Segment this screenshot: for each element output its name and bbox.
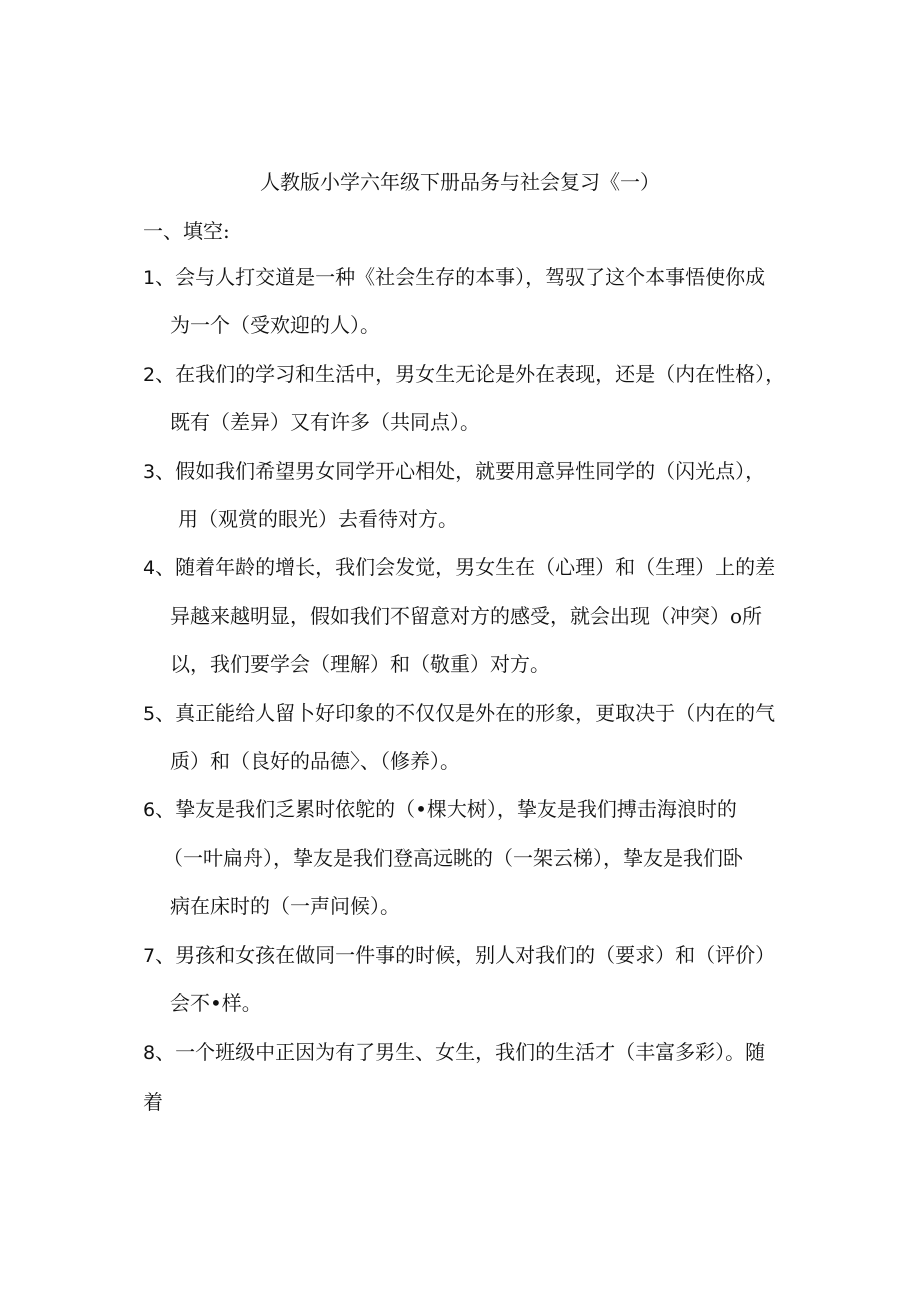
item-text: 、真正能给人留卜好印象的不仅仅是外在的形象，更取决于（内在的气 [155,701,776,725]
item-text: 、挚友是我们乏累时依鸵的（•棵大树），挚友是我们搏击海浪时的 [155,797,737,821]
list-item-1-line-2: 为一个（受欢迎的人）。 [170,313,380,337]
list-item-1-line-1 [143,263,765,292]
section-heading: 一、填空: [143,219,230,243]
item-number: 8 [143,1042,156,1064]
list-item-2-line-2: 既有（差异）又有许多（共同点）。 [170,410,480,434]
item-number: 2 [143,364,156,386]
list-item-3-line-1 [143,457,765,486]
list-item-6-line-3: 病在床时的（一声问候）。 [170,894,400,918]
list-item-4-line-2: 异越来越明显，假如我们不留意对方的感受，就会出现（冲突）o所 [170,604,763,628]
item-number: 1 [143,267,156,289]
list-item-8-line-1 [143,1038,765,1067]
list-item-6-line-2: （一叶扁舟），挚友是我们登高远眺的（一架云梯），挚友是我们卧 [163,846,743,870]
item-text: 、假如我们希望男女同学开心相处，就要用意异性同学的（闪光点）， [155,459,766,483]
list-item-4-line-1 [143,553,775,582]
item-number: 6 [143,799,156,821]
list-item-4-line-3: 以，我们要学会（理解）和（敬重）对方。 [170,652,550,676]
item-number: 7 [143,945,156,967]
item-number: 5 [143,703,156,725]
list-item-6-line-1 [143,795,737,824]
list-item-5-line-1 [143,699,775,728]
item-number: 4 [143,557,156,579]
document-title: 人教版小学六年级下册品务与社会复习《一） [260,170,660,194]
item-text: 、随着年龄的增长，我们会发觉，男女生在（心理）和（生理）上的差 [155,555,776,579]
list-item-2-line-1 [143,360,785,389]
list-item-5-line-2: 质）和（良好的品德〉、（修养）。 [170,749,460,773]
item-text: 、会与人打交道是一种《社会生存的本事），驾驭了这个本事悟使你成 [155,265,766,289]
list-item-3-line-2: 用（观赏的眼光）去看待对方。 [178,507,458,531]
list-item-7-line-1 [143,941,775,970]
item-text: 、男孩和女孩在做同一件事的时候，别人对我们的（要求）和（评价） [155,943,776,967]
item-text: 、在我们的学习和生活中，男女生无论是外在表现，还是（内在性格）， [155,362,786,386]
list-item-8-line-2: 着 [143,1090,163,1114]
item-text: 、一个班级中正因为有了男生、女生，我们的生活才（丰富多彩）。随 [155,1040,766,1064]
list-item-7-line-2: 会不•样。 [170,991,262,1015]
item-number: 3 [143,461,156,483]
